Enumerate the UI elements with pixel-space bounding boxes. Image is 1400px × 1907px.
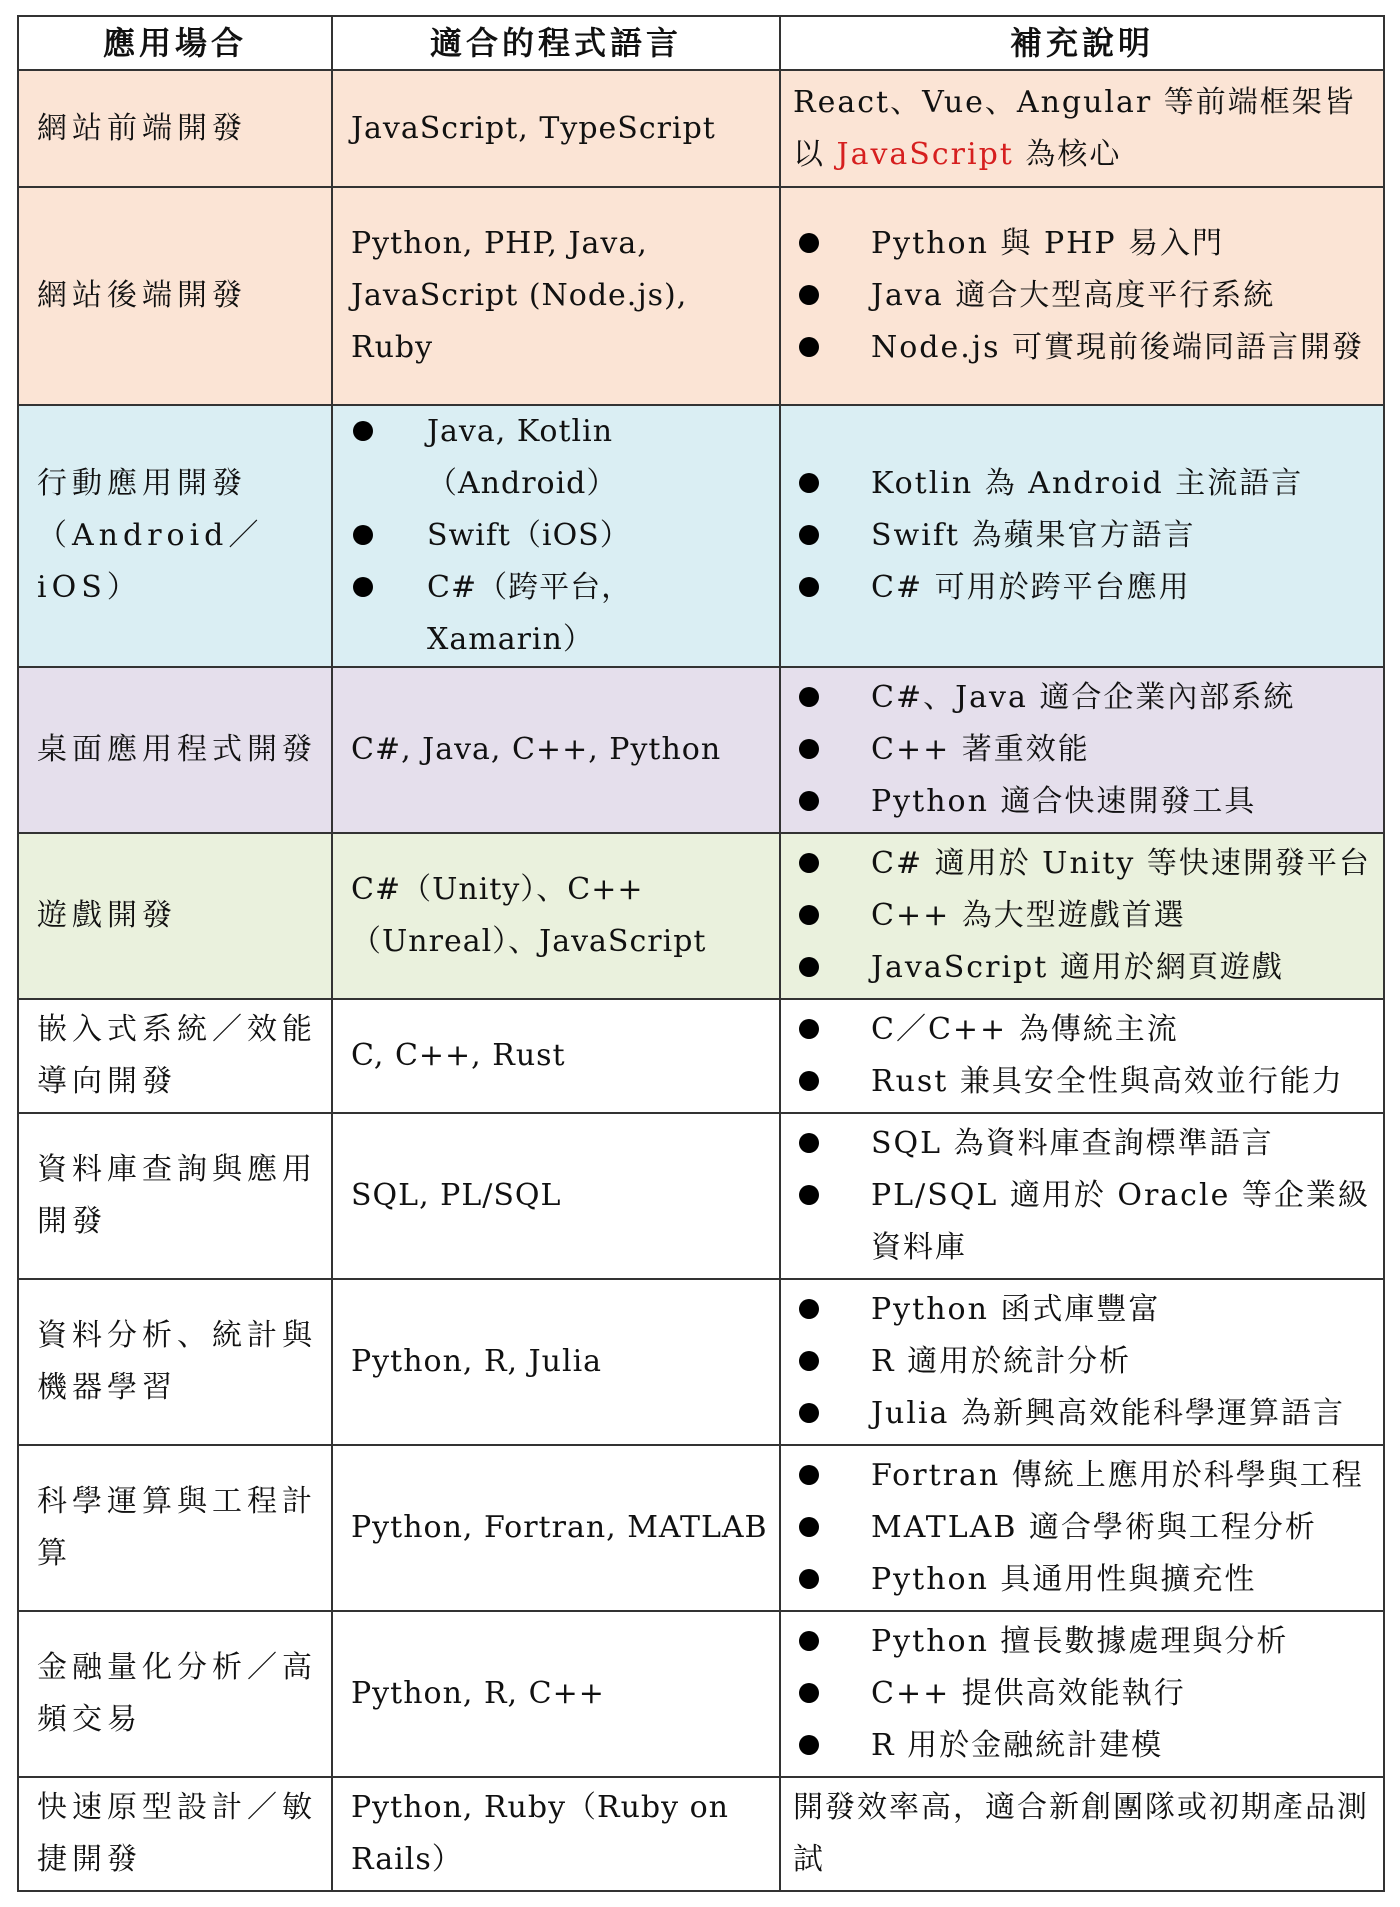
note-item: Node.js 可實現前後端同語言開發 — [793, 322, 1373, 374]
bullet-icon — [799, 1351, 819, 1371]
note-item: SQL 為資料庫查詢標準語言 — [793, 1118, 1373, 1170]
category-cell: 資料分析、統計與機器學習 — [18, 1279, 332, 1445]
bullet-icon — [799, 687, 819, 707]
note-item: R 用於金融統計建模 — [793, 1720, 1373, 1772]
table-row — [18, 1279, 1384, 1445]
note-item: R 適用於統計分析 — [793, 1336, 1373, 1388]
table-row — [18, 70, 1384, 187]
category-cell: 嵌入式系統／效能導向開發 — [18, 999, 332, 1113]
language-item: Swift（iOS） — [351, 510, 769, 562]
bullet-icon — [799, 853, 819, 873]
note-item: Java 適合大型高度平行系統 — [793, 270, 1373, 322]
note-item: C++ 為大型遊戲首選 — [793, 890, 1373, 942]
bullet-icon — [799, 957, 819, 977]
notes-cell — [780, 833, 1384, 999]
bullet-icon — [799, 1517, 819, 1537]
languages-cell: Python, Ruby（Ruby on Rails） — [332, 1777, 780, 1891]
notes-cell — [780, 187, 1384, 405]
category-cell: 網站前端開發 — [18, 70, 332, 187]
language-comparison-table — [17, 15, 1385, 1892]
note-item: Julia 為新興高效能科學運算語言 — [793, 1388, 1373, 1440]
note-item: Fortran 傳統上應用於科學與工程 — [793, 1450, 1373, 1502]
table-row — [18, 405, 1384, 667]
notes-cell: 開發效率高，適合新創團隊或初期產品測試 — [780, 1777, 1384, 1891]
languages-cell: Python, R, Julia — [332, 1279, 780, 1445]
bullet-icon — [799, 577, 819, 597]
bullet-icon — [799, 1185, 819, 1205]
language-item: C#（跨平台，Xamarin） — [351, 562, 769, 666]
bullet-icon — [799, 1569, 819, 1589]
note-item: Rust 兼具安全性與高效並行能力 — [793, 1056, 1373, 1108]
language-item: Java, Kotlin（Android） — [351, 406, 769, 510]
header-row — [18, 16, 1384, 70]
table-row — [18, 999, 1384, 1113]
table-row — [18, 833, 1384, 999]
languages-cell: C, C++, Rust — [332, 999, 780, 1113]
bullet-icon — [799, 1465, 819, 1485]
note-item: C# 可用於跨平台應用 — [793, 562, 1373, 614]
languages-cell: Python, Fortran, MATLAB — [332, 1445, 780, 1611]
note-item: Python 擅長數據處理與分析 — [793, 1616, 1373, 1668]
notes-cell — [780, 1445, 1384, 1611]
notes-cell — [780, 667, 1384, 833]
category-cell: 金融量化分析／高頻交易 — [18, 1611, 332, 1777]
bullet-icon — [799, 233, 819, 253]
note-text: 為核心 — [1013, 136, 1122, 172]
table-row — [18, 1113, 1384, 1279]
bullet-icon — [799, 1299, 819, 1319]
note-item: C#、Java 適合企業內部系統 — [793, 672, 1373, 724]
languages-cell: C#（Unity）、C++（Unreal）、JavaScript — [332, 833, 780, 999]
languages-cell: C#, Java, C++, Python — [332, 667, 780, 833]
bullet-icon — [799, 1631, 819, 1651]
notes-cell — [780, 1611, 1384, 1777]
table-row — [18, 667, 1384, 833]
notes-cell — [780, 1279, 1384, 1445]
header-notes: 補充說明 — [780, 16, 1384, 70]
bullet-icon — [353, 421, 373, 441]
bullet-icon — [799, 1133, 819, 1153]
bullet-icon — [799, 1403, 819, 1423]
bullet-icon — [799, 1071, 819, 1091]
note-item: MATLAB 適合學術與工程分析 — [793, 1502, 1373, 1554]
category-cell: 快速原型設計／敏捷開發 — [18, 1777, 332, 1891]
category-cell: 行動應用開發（Android／iOS） — [18, 405, 332, 667]
note-item: Python 具通用性與擴充性 — [793, 1554, 1373, 1606]
bullet-icon — [799, 285, 819, 305]
note-item: C／C++ 為傳統主流 — [793, 1004, 1373, 1056]
note-item: Swift 為蘋果官方語言 — [793, 510, 1373, 562]
note-item: Python 與 PHP 易入門 — [793, 218, 1373, 270]
notes-cell — [780, 1113, 1384, 1279]
notes-cell — [780, 999, 1384, 1113]
note-item: C++ 著重效能 — [793, 724, 1373, 776]
bullet-icon — [799, 473, 819, 493]
category-cell: 桌面應用程式開發 — [18, 667, 332, 833]
category-cell: 資料庫查詢與應用開發 — [18, 1113, 332, 1279]
table-row — [18, 1445, 1384, 1611]
note-highlight: JavaScript — [836, 136, 1014, 172]
languages-cell — [332, 405, 780, 667]
note-item: C# 適用於 Unity 等快速開發平台 — [793, 838, 1373, 890]
note-item: PL/SQL 適用於 Oracle 等企業級資料庫 — [793, 1170, 1373, 1274]
category-cell: 遊戲開發 — [18, 833, 332, 999]
languages-cell: JavaScript, TypeScript — [332, 70, 780, 187]
bullet-icon — [799, 525, 819, 545]
header-scenario: 應用場合 — [18, 16, 332, 70]
languages-cell: Python, PHP, Java, JavaScript (Node.js), Ruby — [332, 187, 780, 405]
bullet-icon — [799, 1683, 819, 1703]
category-cell: 科學運算與工程計算 — [18, 1445, 332, 1611]
header-languages: 適合的程式語言 — [332, 16, 780, 70]
bullet-icon — [799, 739, 819, 759]
bullet-icon — [353, 525, 373, 545]
note-text: React、Vue、Angular 等前端框架皆以 — [793, 84, 1356, 172]
bullet-icon — [799, 1019, 819, 1039]
bullet-icon — [799, 337, 819, 357]
note-item: Python 函式庫豐富 — [793, 1284, 1373, 1336]
note-item: C++ 提供高效能執行 — [793, 1668, 1373, 1720]
notes-cell — [780, 70, 1384, 187]
note-item: Python 適合快速開發工具 — [793, 776, 1373, 828]
bullet-icon — [353, 577, 373, 597]
category-cell: 網站後端開發 — [18, 187, 332, 405]
bullet-icon — [799, 1735, 819, 1755]
note-item: Kotlin 為 Android 主流語言 — [793, 458, 1373, 510]
table-row — [18, 1777, 1384, 1891]
languages-cell: Python, R, C++ — [332, 1611, 780, 1777]
languages-cell: SQL, PL/SQL — [332, 1113, 780, 1279]
note-item: JavaScript 適用於網頁遊戲 — [793, 942, 1373, 994]
table-row — [18, 1611, 1384, 1777]
notes-cell — [780, 405, 1384, 667]
bullet-icon — [799, 791, 819, 811]
bullet-icon — [799, 905, 819, 925]
table-row — [18, 187, 1384, 405]
